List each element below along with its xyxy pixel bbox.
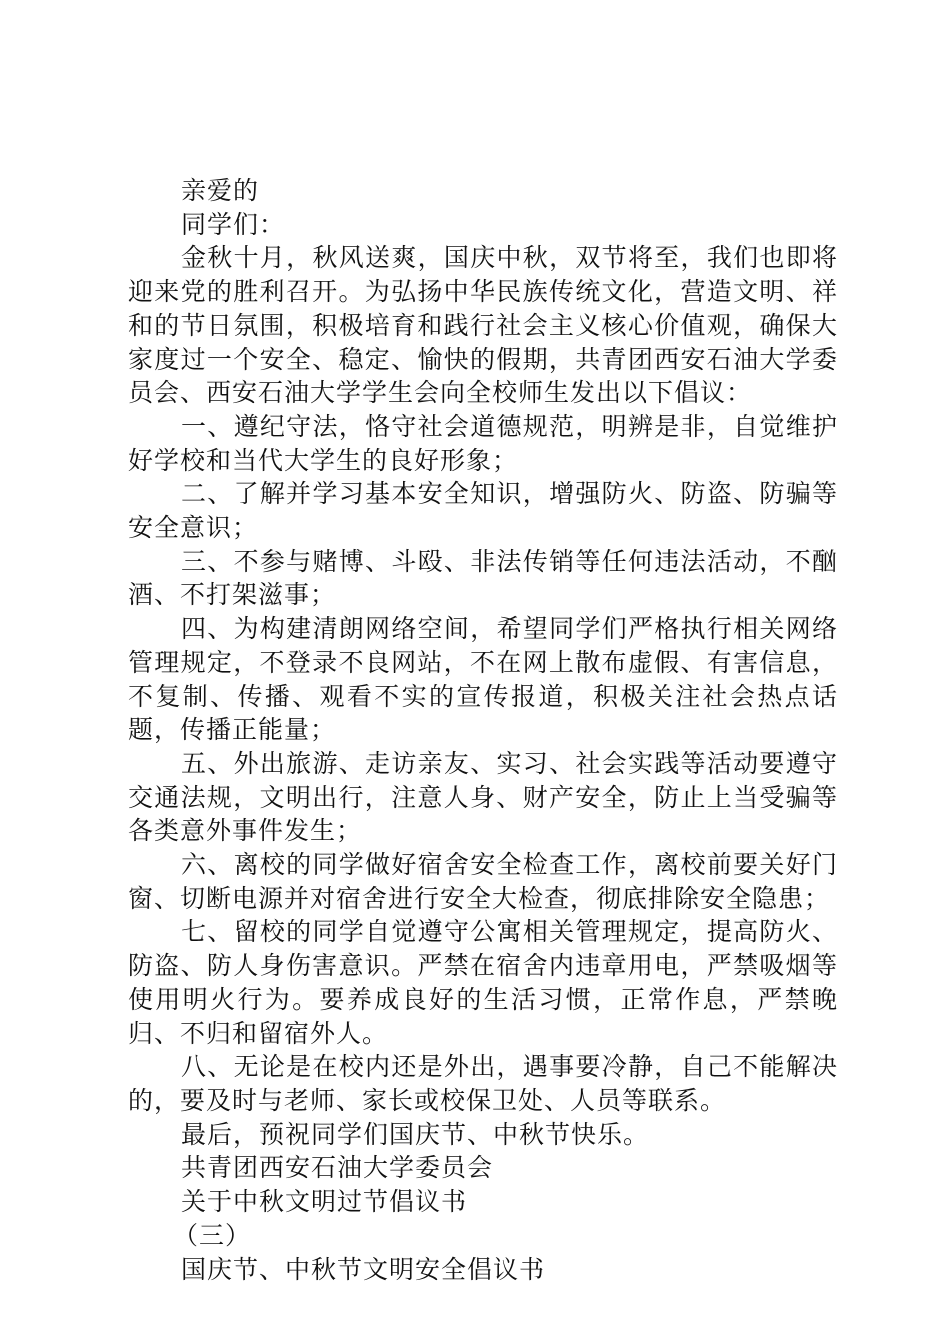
proposal-item-7: 七、留校的同学自觉遵守公寓相关管理规定，提高防火、防盗、防人身伤害意识。严禁在宿舍内违章用电，严禁吸烟等使用明火行为。要养成良好的生活习惯，正常作息，严禁晚归、不归和留宿外人。 — [128, 917, 838, 1048]
signature-line: 共青团西安石油大学委员会 — [181, 1153, 494, 1183]
greeting-line-2: 同学们： — [181, 209, 286, 239]
greeting-line-1: 亲爱的 — [181, 176, 260, 205]
proposal-item-8: 八、无论是在校内还是外出，遇事要冷静，自己不能解决的，要及时与老师、家长或校保卫处、人员等联系。 — [128, 1052, 838, 1115]
document-body — [128, 174, 838, 1286]
proposal-item-2: 二、了解并学习基本安全知识，增强防火、防盗、防骗等安全意识； — [128, 479, 838, 543]
proposal-item-3: 三、不参与赌博、斗殴、非法传销等任何违法活动，不酗酒、不打架滋事； — [128, 546, 838, 610]
section-title: 国庆节、中秋节文明安全倡议书 — [181, 1254, 546, 1284]
section-number: （三） — [173, 1220, 252, 1250]
next-title: 关于中秋文明过节倡议书 — [181, 1187, 468, 1217]
closing-line: 最后，预祝同学们国庆节、中秋节快乐。 — [181, 1119, 650, 1149]
proposal-item-1: 一、遵纪守法，恪守社会道德规范，明辨是非，自觉维护好学校和当代大学生的良好形象； — [128, 411, 838, 475]
proposal-item-4: 四、为构建清朗网络空间，希望同学们严格执行相关网络管理规定，不登录不良网站，不在网上散布虚假、有害信息，不复制、传播、观看不实的宣传报道，积极关注社会热点话题，传播正能量； — [128, 614, 838, 745]
intro-paragraph: 金秋十月，秋风送爽，国庆中秋，双节将至，我们也即将迎来党的胜利召开。为弘扬中华民族传统文化，营造文明、祥和的节日氛围，积极培育和践行社会主义核心价值观，确保大家度过一个安全、稳定、愉快的假期，共青团西安石油大学委员会、西安石油大学学生会向全校师生发出以下倡议： — [128, 243, 838, 408]
proposal-item-6: 六、离校的同学做好宿舍安全检查工作，离校前要关好门窗、切断电源并对宿舍进行安全大检查，彻底排除安全隐患； — [128, 850, 838, 913]
proposal-item-5: 五、外出旅游、走访亲友、实习、社会实践等活动要遵守交通法规，文明出行，注意人身、财产安全，防止上当受骗等各类意外事件发生； — [128, 748, 838, 846]
